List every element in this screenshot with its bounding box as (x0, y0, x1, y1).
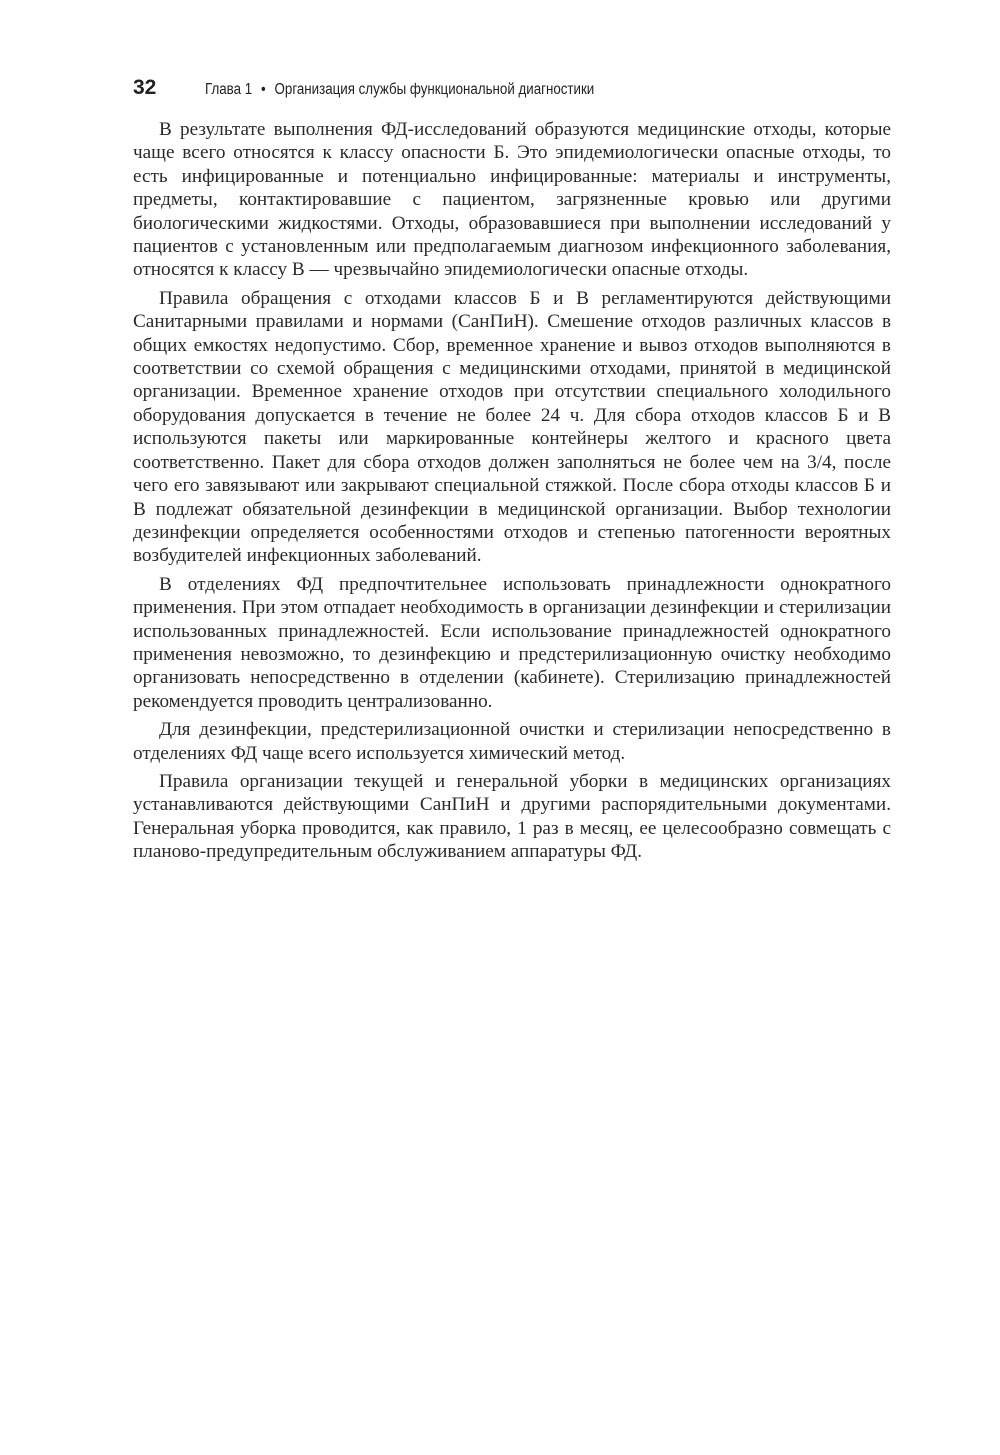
paragraph-medical-waste-classes: В результате выполнения ФД-исследований образуются медицинские отходы, которые чаще всего относятся к классу опасности Б. Это эпидемиологически опасные отходы, то есть инфицированные и потенциально инфицированные: материалы и инструменты, предметы, контактировавшие с пациентом, загрязненные кровью или другими биологическими жидкостями. Отходы, образовавшиеся при выполнении исследований у пациентов с установленным или предполагаемым диагнозом инфекционного заболевания, относятся к классу В — чрезвычайно эпидемиологически опасные отходы. (133, 119, 891, 281)
bullet-separator: • (261, 81, 267, 98)
chapter-header (205, 81, 594, 99)
paragraph-chemical-method: Для дезинфекции, предстерилизационной очистки и стерилизации непосредственно в отделениях ФД чаще всего используется химический метод. (133, 719, 891, 764)
paragraph-cleaning-rules: Правила организации текущей и генеральной уборки в медицинских организациях устанавливаются действующими СанПиН и другими распорядительными документами. Генеральная уборка проводится, как правило, 1 раз в месяц, ее целесообразно совмещать с планово-предупредительным обслуживанием аппаратуры ФД. (133, 770, 891, 863)
body-text (133, 118, 891, 869)
paragraph-single-use-accessories: В отделениях ФД предпочтительнее использовать принадлежности однократного применения. При этом отпадает необходимость в организации дезинфекции и стерилизации использованных принадлежностей. Если использование принадлежностей однократного применения невозможно, то дезинфекцию и предстерилизационную очистку необходимо организовать непосредственно в отделении (кабинете). Стерилизацию принадлежностей рекомендуется проводить централизованно. (133, 573, 891, 712)
paragraph-waste-handling-rules: Правила обращения с отходами классов Б и В регламентируются действующими Санитарными правилами и нормами (СанПиН). Смешение отходов различных классов в общих емкостях недопустимо. Сбор, временное хранение и вывоз отходов выполняются в соответствии со схемой обращения с медицинскими отходами, принятой в медицинской организации. Временное хранение отходов при отсутствии специального холодильного оборудования допускается в течение не более 24 ч. Для сбора отходов классов Б и В используются пакеты или маркированные контейнеры желтого и красного цвета соответственно. Пакет для сбора отходов должен заполняться не более чем на 3/4, после чего его завязывают или закрывают специальной стяжкой. После сбора отходы классов Б и В подлежат обязательной дезинфекции в медицинской организации. Выбор технологии дезинфекции определяется особенностями отходов и степенью патогенности вероятных возбудителей инфекционных заболеваний. (133, 287, 891, 567)
chapter-label: Глава 1 (205, 81, 253, 98)
chapter-title: Организация службы функциональной диагностики (274, 81, 595, 98)
running-head (133, 76, 893, 112)
page-number: 32 (133, 76, 157, 99)
